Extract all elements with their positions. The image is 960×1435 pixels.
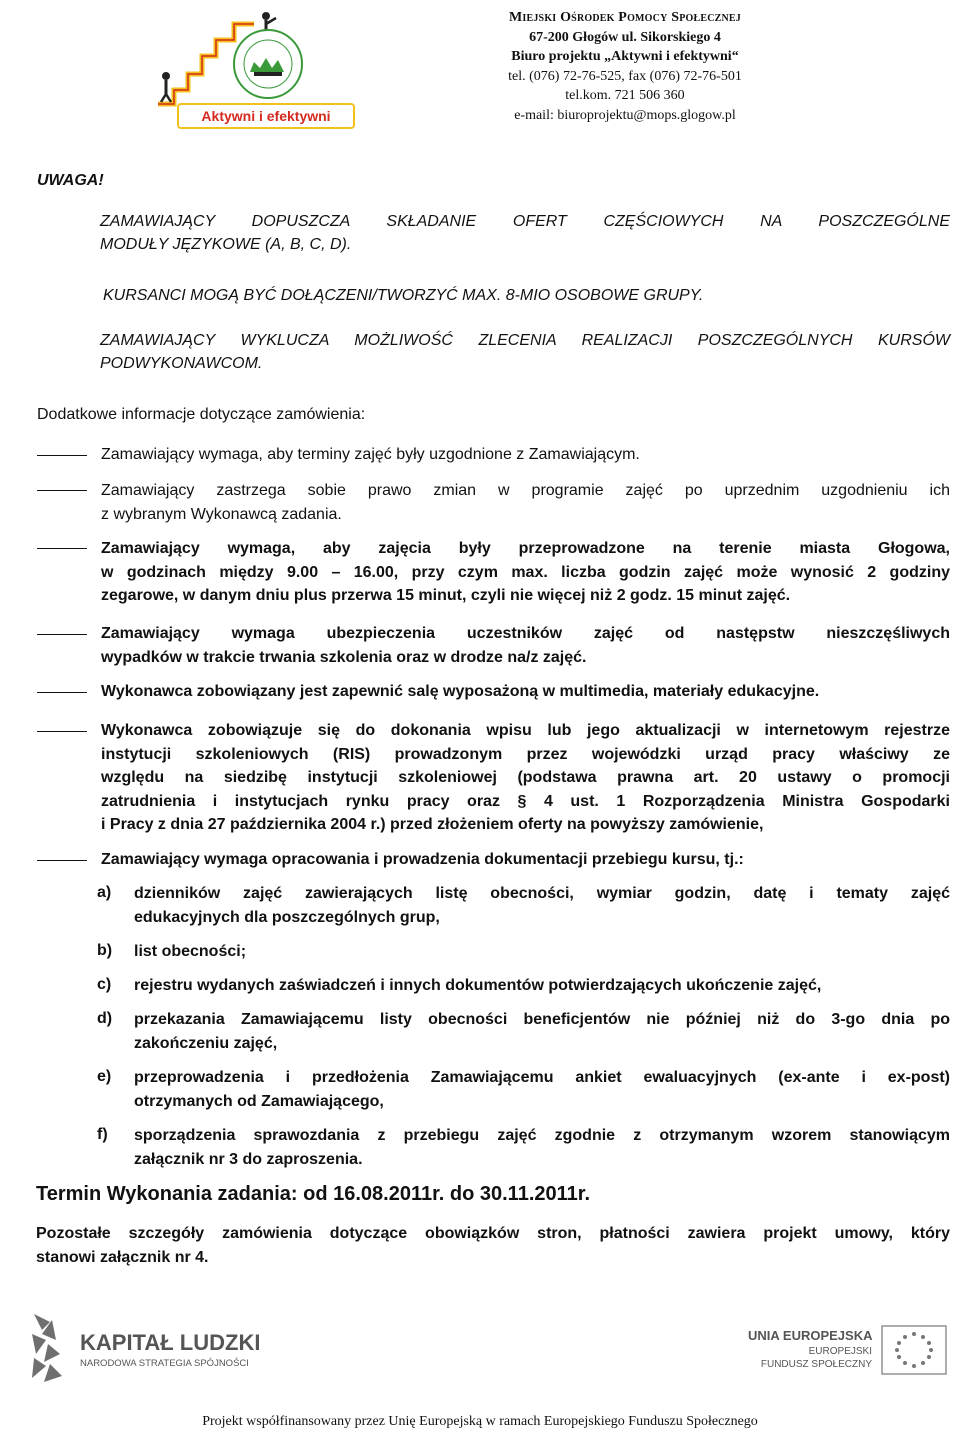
notice-subcontracting xyxy=(100,329,950,375)
bullet-line: względu na siedzibę instytucji szkoleniowej (podstawa prawna art. 20 ustawy o promocji xyxy=(101,769,950,786)
bullet-dash xyxy=(37,860,87,861)
other-details xyxy=(36,1222,950,1269)
notice-title: UWAGA! xyxy=(37,172,104,189)
subitem-label: e) xyxy=(97,1068,112,1085)
bullet-insurance xyxy=(101,622,950,669)
notice-line: PODWYKONAWCOM. xyxy=(100,355,263,372)
bullet-dash xyxy=(37,731,87,732)
subitem-label: b) xyxy=(97,942,113,959)
subitem-label: f) xyxy=(97,1126,108,1143)
subitem-surveys xyxy=(134,1066,950,1113)
additional-info-heading: Dodatkowe informacje dotyczące zamówienia: xyxy=(37,406,366,423)
cofinancing-footer: Projekt współfinansowany przez Unię Europejską w ramach Europejskiego Funduszu Społecznego xyxy=(202,1414,758,1429)
bullet-dash xyxy=(37,634,87,635)
subitem-label: d) xyxy=(97,1010,113,1027)
subitem-certificates-register: rejestru wydanych zaświadczeń i innych dokumentów potwierdzających ukończenie zajęć, xyxy=(134,977,822,994)
email-line: e-mail: biuroprojektu@mops.glogow.pl xyxy=(514,107,736,123)
subitem-line: załącznik nr 3 do zaproszenia. xyxy=(134,1150,363,1168)
subitem-line: sporządzenia sprawozdania z przebiegu zajęć zgodnie z otrzymanym wzorem stanowiącym xyxy=(134,1127,950,1144)
subitem-label: c) xyxy=(97,976,112,993)
kl-title: KAPITAŁ LUDZKI xyxy=(80,1330,261,1355)
eu-sub2: FUNDUSZ SPOŁECZNY xyxy=(760,1359,872,1370)
notice-line: MODUŁY JĘZYKOWE (A, B, C, D). xyxy=(100,236,352,253)
bullet-line: Zamawiający wymaga, aby zajęcia były przeprowadzone na terenie miasta Głogowa, xyxy=(101,540,950,557)
bullet-documentation: Zamawiający wymaga opracowania i prowadzenia dokumentacji przebiegu kursu, tj.: xyxy=(101,851,744,868)
bullet-dash xyxy=(37,692,87,693)
mobile-line: tel.kom. 721 506 360 xyxy=(565,88,685,103)
bullet-line: zatrudnienia i instytucjach rynku pracy oraz § 4 ust. 1 Rozporządzenia Ministra Gospodarki xyxy=(101,792,950,810)
bullet-room: Wykonawca zobowiązany jest zapewnić salę wyposażoną w multimedia, materiały edukacyjne. xyxy=(101,683,820,700)
bullet-line: w godzinach między 9.00 – 16.00, przy czym max. liczba godzin zajęć może wynosić 2 godziny xyxy=(101,563,950,581)
bullet-ris-register xyxy=(101,719,950,837)
kl-subtitle: NARODOWA STRATEGIA SPÓJNOŚCI xyxy=(80,1358,249,1369)
deadline-heading: Termin Wykonania zadania: od 16.08.2011r. do 30.11.2011r. xyxy=(36,1183,590,1205)
bullet-line: Wykonawca zobowiązuje się do dokonania wpisu lub jego aktualizacji w internetowym rejestrze xyxy=(101,722,950,739)
org-name: Miejski Ośrodek Pomocy Społecznej xyxy=(508,10,741,25)
other-line: Pozostałe szczegóły zamówienia dotyczące obowiązków stron, płatności zawiera projekt umowy, który xyxy=(36,1225,950,1242)
notice-partial-offers xyxy=(100,210,950,256)
other-line: stanowi załącznik nr 4. xyxy=(36,1248,209,1266)
org-address: 67-200 Głogów ul. Sikorskiego 4 xyxy=(529,29,721,45)
subitem-line: zakończeniu zajęć, xyxy=(134,1034,278,1052)
notice-line: ZAMAWIAJĄCY DOPUSZCZA SKŁADANIE OFERT CZĘŚCIOWYCH NA POSZCZEGÓLNE xyxy=(100,213,950,230)
bullet-line: z wybranym Wykonawcą zadania. xyxy=(101,505,342,523)
bullet-location-hours xyxy=(101,537,950,608)
project-office: Biuro projektu „Aktywni i efektywni“ xyxy=(511,49,739,64)
subitem-report xyxy=(134,1124,950,1171)
subitem-line: przekazania Zamawiającemu listy obecności beneficjentów nie później niż do 3-go dnia po xyxy=(134,1011,950,1028)
subitem-label: a) xyxy=(97,884,112,901)
bullet-program-changes xyxy=(101,479,950,526)
bullet-dash xyxy=(37,490,87,491)
subitem-attendance-lists: list obecności; xyxy=(134,943,247,960)
bullet-dash xyxy=(37,455,87,456)
notice-line: ZAMAWIAJĄCY WYKLUCZA MOŻLIWOŚĆ ZLECENIA REALIZACJI POSZCZEGÓLNYCH KURSÓW xyxy=(100,332,950,349)
kapital-ludzki-logo xyxy=(30,1312,270,1384)
bullet-line: zegarowe, w danym dniu plus przerwa 15 minut, czyli nie więcej niż 2 godz. 15 minut zajęć. xyxy=(101,587,791,604)
bullet-line: Zamawiający zastrzega sobie prawo zmian w programie zajęć po uprzednim uzgodnieniu ich xyxy=(101,482,950,499)
project-logo xyxy=(150,6,360,134)
notice-group-size: KURSANCI MOGĄ BYĆ DOŁĄCZENI/TWORZYĆ MAX. 8-MIO OSOBOWE GRUPY. xyxy=(103,287,704,304)
subitem-line: otrzymanych od Zamawiającego, xyxy=(134,1092,384,1110)
phone-line: tel. (076) 72-76-525, fax (076) 72-76-501 xyxy=(508,68,742,84)
subitem-attendance-journals xyxy=(134,882,950,929)
eu-logo xyxy=(740,1322,960,1382)
bullet-line: Zamawiający wymaga ubezpieczenia uczestników zajęć od następstw nieszczęśliwych xyxy=(101,625,950,642)
bullet-line: wypadków w trakcie trwania szkolenia oraz w drodze na/z zajęć. xyxy=(101,648,587,666)
bullet-schedule: Zamawiający wymaga, aby terminy zajęć były uzgodnione z Zamawiającym. xyxy=(101,446,640,463)
subitem-line: edukacyjnych dla poszczególnych grup, xyxy=(134,908,440,926)
logo-text: Aktywni i efektywni xyxy=(201,108,331,124)
subitem-line: przeprowadzenia i przedłożenia Zamawiającemu ankiet ewaluacyjnych (ex-ante i ex-post) xyxy=(134,1069,950,1086)
institution-header xyxy=(440,8,810,125)
subitem-handover-lists xyxy=(134,1008,950,1055)
subitem-line: dzienników zajęć zawierających listę obecności, wymiar godzin, datę i tematy zajęć xyxy=(134,885,950,902)
bullet-dash xyxy=(37,548,87,549)
eu-title: UNIA EUROPEJSKA xyxy=(748,1328,873,1343)
bullet-line: i Pracy z dnia 27 października 2004 r.) przed złożeniem oferty na powyższy zamówienie, xyxy=(101,816,764,833)
eu-sub1: EUROPEJSKI xyxy=(808,1346,872,1357)
bullet-line: instytucji szkoleniowych (RIS) prowadzonym przez wojewódzki urząd pracy właściwy ze xyxy=(101,745,950,763)
